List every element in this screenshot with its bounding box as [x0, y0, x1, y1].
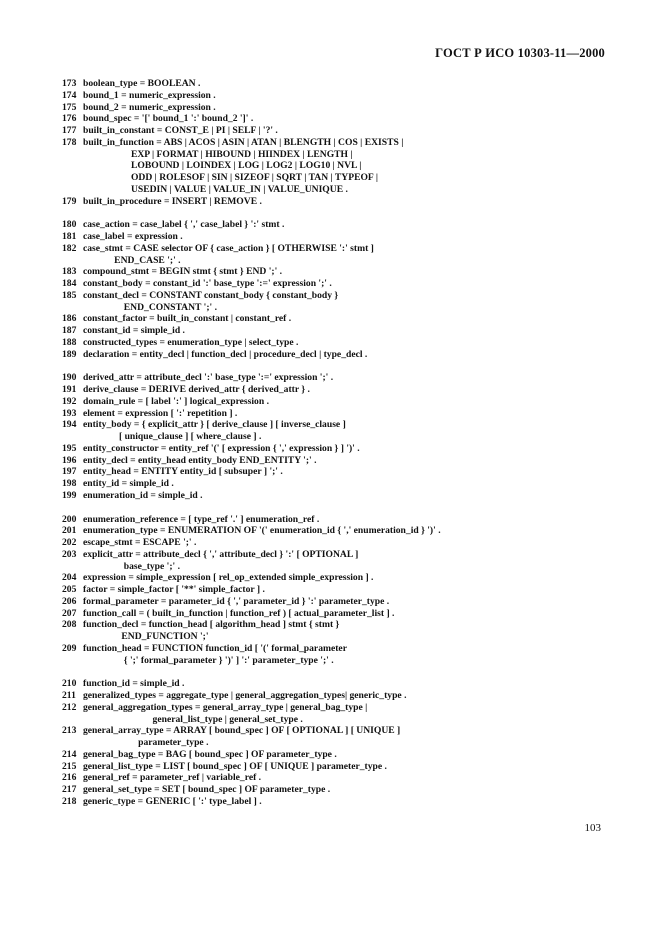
- grammar-rule: [62, 266, 622, 278]
- rule-number: 216: [62, 772, 77, 784]
- rule-number: 217: [62, 784, 77, 795]
- rule-text: bound_2 = numeric_expression .: [83, 101, 216, 113]
- rule-number: 214: [62, 748, 77, 760]
- grammar-rule: [62, 125, 622, 137]
- rule-text: END_CONSTANT ';' .: [83, 301, 217, 313]
- grammar-rule: [62, 419, 622, 431]
- rule-number: [62, 714, 83, 726]
- rule-text: case_stmt = CASE selector OF { case_action } [ OTHERWISE ':' stmt ]: [83, 242, 374, 254]
- rule-text: function_decl = function_head [ algorithm_head ] stmt { stmt }: [83, 619, 340, 631]
- rule-text: END_CASE ';' .: [83, 254, 181, 266]
- rule-text: case_label = expression .: [83, 231, 183, 242]
- rule-number: 193: [62, 407, 77, 419]
- rule-text: generic_type = GENERIC [ ':' type_label ] .: [83, 795, 262, 807]
- rule-number: 190: [62, 372, 77, 384]
- grammar-rule: [62, 349, 622, 361]
- rule-number: 194: [62, 419, 77, 431]
- rule-number: 209: [62, 642, 77, 654]
- rule-number: 189: [62, 348, 77, 360]
- group-spacer: [62, 666, 622, 678]
- rule-number: 218: [62, 795, 77, 807]
- rule-number: 180: [62, 219, 77, 231]
- rule-number: 208: [62, 619, 77, 631]
- rule-text: formal_parameter = parameter_id { ',' parameter_id } ':' parameter_type .: [83, 595, 390, 607]
- rule-number: 183: [62, 266, 77, 278]
- rule-text: function_id = simple_id .: [83, 678, 185, 690]
- rule-number: 203: [62, 548, 77, 560]
- grammar-rule: [62, 678, 622, 690]
- grammar-rule: [62, 584, 622, 596]
- rule-text: entity_body = { explicit_attr } [ derive_clause ] [ inverse_clause ]: [83, 419, 346, 431]
- grammar-rule: [62, 325, 622, 337]
- rule-text: domain_rule = [ label ':' ] logical_expression .: [83, 395, 269, 407]
- rule-number: 215: [62, 760, 77, 772]
- rule-number: 207: [62, 607, 77, 619]
- rule-text: factor = simple_factor [ '**' simple_factor ] .: [83, 584, 265, 595]
- rule-text: enumeration_type = ENUMERATION OF '(' enumeration_id { ',' enumeration_id } ')' .: [83, 525, 441, 537]
- grammar-rule-continuation: [62, 631, 622, 643]
- rule-number: [62, 160, 83, 172]
- grammar-rule: [62, 772, 622, 784]
- rule-number: 192: [62, 395, 77, 407]
- rule-text: ODD | ROLESOF | SIN | SIZEOF | SQRT | TAN | TYPEOF |: [83, 172, 378, 183]
- rule-text: constant_body = constant_id ':' base_type ':=' expression ';' .: [83, 278, 332, 289]
- rule-text: enumeration_id = simple_id .: [83, 489, 203, 501]
- grammar-rule: [62, 478, 622, 490]
- grammar-rule: [62, 455, 622, 467]
- grammar-rule-continuation: [62, 160, 622, 172]
- grammar-rule: [62, 90, 622, 102]
- rule-text: general_aggregation_types = general_array_type | general_bag_type |: [83, 701, 368, 713]
- rule-text: general_set_type = SET [ bound_spec ] OF parameter_type .: [83, 784, 331, 795]
- rule-text: LOBOUND | LOINDEX | LOG | LOG2 | LOG10 | NVL |: [83, 160, 362, 172]
- grammar-rule: [62, 608, 622, 620]
- rule-text: built_in_constant = CONST_E | PI | SELF | '?' .: [83, 125, 278, 136]
- rule-number: 184: [62, 278, 77, 289]
- rule-text: explicit_attr = attribute_decl { ',' attribute_decl } ':' [ OPTIONAL ]: [83, 548, 359, 560]
- rule-number: 210: [62, 678, 77, 690]
- rule-text: expression = simple_expression [ rel_op_extended simple_expression ] .: [83, 572, 374, 584]
- grammar-rule: [62, 196, 622, 208]
- grammar-rule: [62, 102, 622, 114]
- rule-number: 187: [62, 325, 77, 336]
- rule-text: derive_clause = DERIVE derived_attr { derived_attr } .: [83, 384, 310, 395]
- grammar-rule: [62, 490, 622, 502]
- rule-text: case_action = case_label { ',' case_label } ':' stmt .: [83, 219, 285, 231]
- rule-text: function_call = ( built_in_function | function_ref ) [ actual_parameter_list ] .: [83, 607, 395, 619]
- rule-text: function_head = FUNCTION function_id [ '(' formal_parameter: [83, 642, 347, 654]
- rule-number: [62, 561, 83, 573]
- grammar-rule: [62, 231, 622, 243]
- grammar-rule: [62, 408, 622, 420]
- grammar-rule-continuation: [62, 561, 622, 573]
- grammar-rule: [62, 784, 622, 796]
- rule-number: 200: [62, 513, 77, 525]
- rule-number: [62, 631, 83, 643]
- grammar-rule: [62, 572, 622, 584]
- group-spacer: [62, 360, 622, 372]
- grammar-rule: [62, 313, 622, 325]
- rule-number: 181: [62, 231, 77, 242]
- rule-text: constant_factor = built_in_constant | constant_ref .: [83, 313, 292, 325]
- rule-text: element = expression [ ':' repetition ] .: [83, 407, 238, 419]
- grammar-rule-continuation: [62, 431, 622, 443]
- grammar-rule: [62, 796, 622, 808]
- grammar-rule: [62, 690, 622, 702]
- grammar-rule-continuation: [62, 255, 622, 267]
- rule-text: { ';' formal_parameter } ')' ] ':' parameter_type ';' .: [83, 654, 334, 666]
- rule-number: [62, 184, 83, 196]
- grammar-rule: [62, 749, 622, 761]
- rule-number: 178: [62, 136, 77, 148]
- rule-text: entity_decl = entity_head entity_body END_ENTITY ';' .: [83, 454, 317, 466]
- rule-number: 202: [62, 537, 77, 548]
- rule-number: [62, 655, 83, 667]
- grammar-rule: [62, 643, 622, 655]
- grammar-rule: [62, 525, 622, 537]
- rule-number: 185: [62, 289, 77, 301]
- rule-number: 191: [62, 384, 77, 395]
- rule-text: general_ref = parameter_ref | variable_ref .: [83, 772, 262, 784]
- rule-text: declaration = entity_decl | function_decl | procedure_decl | type_decl .: [83, 348, 368, 360]
- rule-number: 211: [62, 690, 76, 701]
- rule-text: escape_stmt = ESCAPE ';' .: [83, 537, 197, 548]
- grammar-rule: [62, 384, 622, 396]
- rule-number: 212: [62, 701, 77, 713]
- group-spacer: [62, 502, 622, 514]
- grammar-rule: [62, 619, 622, 631]
- rule-number: 213: [62, 725, 77, 737]
- grammar-rule-continuation: [62, 184, 622, 196]
- grammar-rule: [62, 219, 622, 231]
- rule-number: [62, 172, 83, 184]
- rule-number: 199: [62, 489, 77, 501]
- grammar-rule: [62, 443, 622, 455]
- rule-number: 188: [62, 336, 77, 348]
- grammar-rule: [62, 290, 622, 302]
- rule-text: constant_decl = CONSTANT constant_body { constant_body }: [83, 289, 339, 301]
- rule-number: 177: [62, 125, 77, 136]
- rule-text: END_FUNCTION ';': [83, 631, 209, 642]
- grammar-rule: [62, 243, 622, 255]
- grammar-rule: [62, 113, 622, 125]
- rule-text: generalized_types = aggregate_type | general_aggregation_types| generic_type .: [83, 690, 407, 701]
- grammar-rule: [62, 702, 622, 714]
- grammar-rule: [62, 278, 622, 290]
- rule-text: bound_spec = '[' bound_1 ':' bound_2 ']' .: [83, 113, 254, 125]
- grammar-rule: [62, 514, 622, 526]
- grammar-rule-continuation: [62, 737, 622, 749]
- rule-number: 186: [62, 313, 77, 325]
- rule-text: compound_stmt = BEGIN stmt { stmt } END ';' .: [83, 266, 283, 278]
- rule-number: [62, 255, 83, 267]
- rule-text: entity_head = ENTITY entity_id [ subsuper ] ';' .: [83, 466, 283, 478]
- rule-text: EXP | FORMAT | HIBOUND | HIINDEX | LENGTH |: [83, 148, 353, 160]
- grammar-rule: [62, 137, 622, 149]
- rule-number: [62, 737, 83, 749]
- rule-number: 173: [62, 78, 77, 89]
- rule-text: USEDIN | VALUE | VALUE_IN | VALUE_UNIQUE .: [83, 183, 348, 195]
- rule-number: [62, 149, 83, 161]
- grammar-rule-continuation: [62, 172, 622, 184]
- rule-text: entity_constructor = entity_ref '(' [ expression { ',' expression } ] ')' .: [83, 442, 360, 454]
- rule-number: 195: [62, 442, 77, 454]
- rule-number: 175: [62, 101, 77, 113]
- rule-text: bound_1 = numeric_expression .: [83, 89, 216, 101]
- rule-number: 176: [62, 113, 77, 125]
- grammar-rule: [62, 396, 622, 408]
- rule-text: boolean_type = BOOLEAN .: [83, 78, 201, 89]
- rule-text: [ unique_clause ] [ where_clause ] .: [83, 431, 262, 442]
- group-spacer: [62, 207, 622, 219]
- rule-number: [62, 302, 83, 314]
- rule-number: 204: [62, 572, 77, 584]
- rule-number: 179: [62, 195, 77, 207]
- rule-text: derived_attr = attribute_decl ':' base_type ':=' expression ';' .: [83, 372, 334, 384]
- grammar-rule-continuation: [62, 655, 622, 667]
- rule-text: entity_id = simple_id .: [83, 478, 174, 489]
- rule-text: built_in_function = ABS | ACOS | ASIN | ATAN | BLENGTH | COS | EXISTS |: [83, 136, 404, 148]
- rule-number: 206: [62, 595, 77, 607]
- rule-text: built_in_procedure = INSERT | REMOVE .: [83, 195, 262, 207]
- rule-number: [62, 431, 83, 443]
- rule-text: general_list_type = LIST [ bound_spec ] OF [ UNIQUE ] parameter_type .: [83, 760, 387, 772]
- rule-text: enumeration_reference = [ type_ref '.' ] enumeration_ref .: [83, 513, 320, 525]
- grammar-rule: [62, 549, 622, 561]
- grammar-rule: [62, 466, 622, 478]
- grammar-rule: [62, 725, 622, 737]
- standard-header: ГОСТ Р ИСО 10303-11—2000: [435, 46, 605, 60]
- rule-text: constructed_types = enumeration_type | select_type .: [83, 336, 299, 348]
- grammar-rule: [62, 337, 622, 349]
- rule-number: 182: [62, 242, 77, 254]
- grammar-rule: [62, 761, 622, 773]
- grammar-rule: [62, 78, 622, 90]
- grammar-rules: [62, 78, 622, 808]
- rule-text: general_array_type = ARRAY [ bound_spec ] OF [ OPTIONAL ] [ UNIQUE ]: [83, 725, 401, 737]
- rule-number: 205: [62, 584, 77, 595]
- page-number: 103: [584, 822, 601, 834]
- rule-text: general_list_type | general_set_type .: [83, 713, 303, 725]
- rule-text: parameter_type .: [83, 737, 209, 748]
- rule-number: 201: [62, 525, 77, 537]
- rule-number: 174: [62, 89, 77, 101]
- rule-number: 197: [62, 466, 77, 478]
- rule-text: base_type ';' .: [83, 560, 181, 572]
- grammar-rule-continuation: [62, 149, 622, 161]
- rule-number: 198: [62, 478, 77, 489]
- grammar-rule-continuation: [62, 302, 622, 314]
- grammar-rule-continuation: [62, 714, 622, 726]
- rule-text: general_bag_type = BAG [ bound_spec ] OF parameter_type .: [83, 748, 337, 760]
- rule-number: 196: [62, 454, 77, 466]
- grammar-rule: [62, 537, 622, 549]
- grammar-rule: [62, 596, 622, 608]
- grammar-rule: [62, 372, 622, 384]
- rule-text: constant_id = simple_id .: [83, 325, 185, 336]
